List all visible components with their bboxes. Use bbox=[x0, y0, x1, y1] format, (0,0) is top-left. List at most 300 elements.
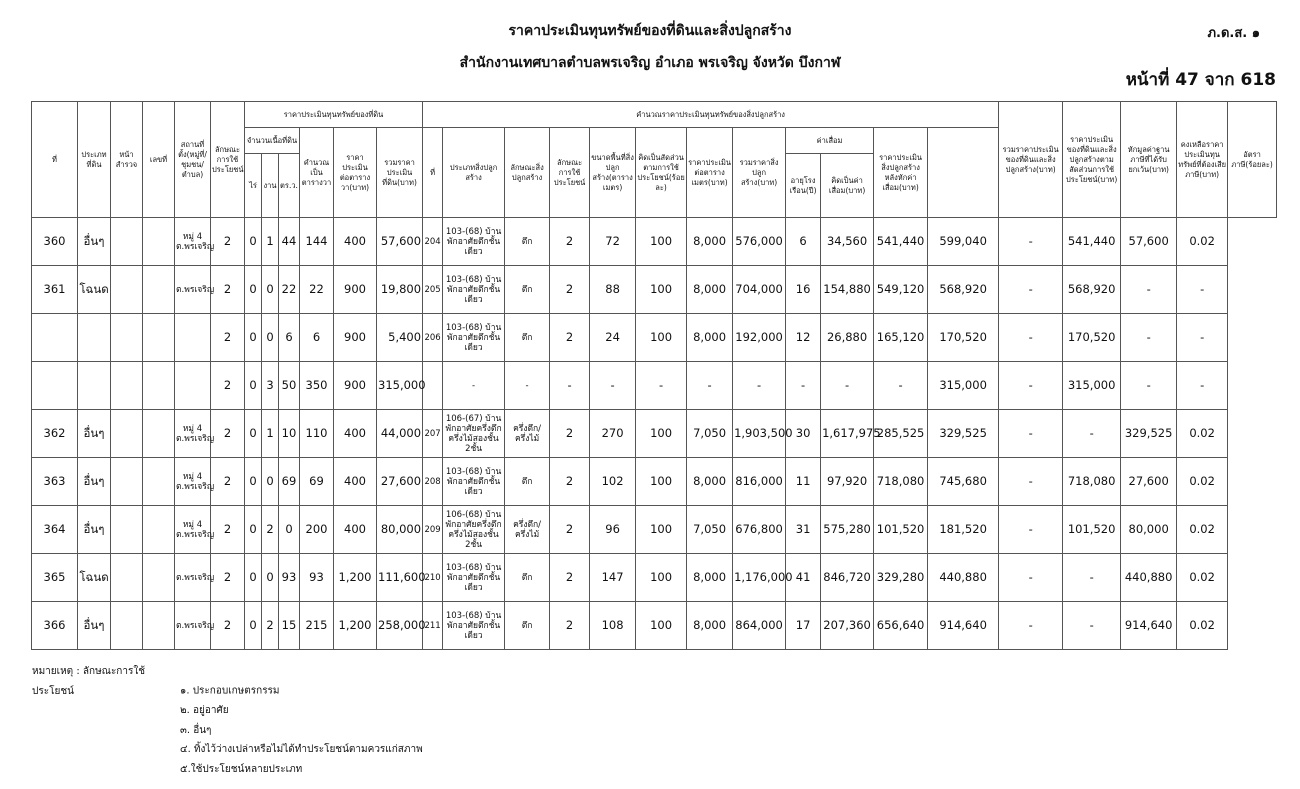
cell-b-nature: ตึก bbox=[505, 314, 550, 362]
cell-b-no: 205 bbox=[423, 266, 443, 314]
cell-exempt: - bbox=[1063, 410, 1121, 458]
group-area: จำนวนเนื้อที่ดิน bbox=[245, 128, 300, 154]
cell-by-usage: - bbox=[999, 266, 1063, 314]
cell-land-total: 5,400 bbox=[377, 314, 423, 362]
cell-b-age: 31 bbox=[786, 506, 821, 554]
cell-b-age: 17 bbox=[786, 602, 821, 650]
cell-grand-total: 329,525 bbox=[928, 410, 999, 458]
cell-wa: 93 bbox=[279, 554, 300, 602]
cell-b-size: - bbox=[590, 362, 636, 410]
cell-survey-page bbox=[111, 506, 143, 554]
cell-b-no: 207 bbox=[423, 410, 443, 458]
cell-land-type bbox=[78, 314, 111, 362]
cell-rai: 0 bbox=[245, 218, 262, 266]
cell-b-after: 718,080 bbox=[874, 458, 928, 506]
col-b-price-sqm: ราคาประเมินต่อตารางเมตร(บาท) bbox=[687, 128, 733, 218]
cell-rai: 0 bbox=[245, 362, 262, 410]
cell-b-usage: 2 bbox=[550, 410, 590, 458]
cell-land-type: โฉนด bbox=[78, 554, 111, 602]
cell-b-usage: 2 bbox=[550, 266, 590, 314]
note-item: ๕.ใช้ประโยชน์หลายประเภท bbox=[180, 763, 303, 775]
cell-usage: 2 bbox=[211, 458, 245, 506]
cell-b-percent: - bbox=[636, 362, 687, 410]
cell-rate: - bbox=[1177, 266, 1228, 314]
cell-b-size: 96 bbox=[590, 506, 636, 554]
cell-location: ต.พรเจริญ bbox=[175, 554, 211, 602]
cell-wa: 44 bbox=[279, 218, 300, 266]
cell-b-type: 103-(68) บ้านพักอาศัยตึกชั้นเดียว bbox=[443, 602, 505, 650]
cell-b-percent: 100 bbox=[636, 266, 687, 314]
cell-b-price: 8,000 bbox=[687, 266, 733, 314]
cell-number bbox=[143, 554, 175, 602]
cell-grand-total: 170,520 bbox=[928, 314, 999, 362]
cell-taxable: - bbox=[1121, 266, 1177, 314]
cell-rate: - bbox=[1177, 362, 1228, 410]
cell-usage: 2 bbox=[211, 602, 245, 650]
col-tax-rate: อัตราภาษี(ร้อยละ) bbox=[1228, 102, 1277, 218]
cell-b-price: - bbox=[687, 362, 733, 410]
note-item: ๓. อื่นๆ bbox=[180, 724, 212, 736]
cell-ngan: 0 bbox=[262, 266, 279, 314]
cell-b-percent: 100 bbox=[636, 506, 687, 554]
cell-ngan: 1 bbox=[262, 218, 279, 266]
cell-b-total: 816,000 bbox=[733, 458, 786, 506]
cell-exempt: 541,440 bbox=[1063, 218, 1121, 266]
table-body bbox=[32, 218, 1277, 650]
cell-taxable: 440,880 bbox=[1121, 554, 1177, 602]
cell-rai: 0 bbox=[245, 458, 262, 506]
cell-taxable: 80,000 bbox=[1121, 506, 1177, 554]
cell-survey-page bbox=[111, 458, 143, 506]
cell-wa: 69 bbox=[279, 458, 300, 506]
cell-usage: 2 bbox=[211, 506, 245, 554]
cell-b-dep: 1,617,975 bbox=[821, 410, 874, 458]
table-row bbox=[32, 458, 1277, 506]
cell-b-usage: 2 bbox=[550, 218, 590, 266]
cell-exempt: - bbox=[1063, 602, 1121, 650]
cell-taxable: 329,525 bbox=[1121, 410, 1177, 458]
cell-wa: 0 bbox=[279, 506, 300, 554]
report-title: ราคาประเมินทุนทรัพย์ของที่ดินและสิ่งปลูกสร้าง bbox=[508, 23, 792, 39]
cell-ngan: 0 bbox=[262, 554, 279, 602]
cell-b-no: 206 bbox=[423, 314, 443, 362]
cell-by-usage: - bbox=[999, 314, 1063, 362]
group-building: คำนวณราคาประเมินทุนทรัพย์ของสิ่งปลูกสร้าง bbox=[423, 102, 999, 128]
cell-b-percent: 100 bbox=[636, 602, 687, 650]
cell-b-dep: 207,360 bbox=[821, 602, 874, 650]
cell-b-age: 41 bbox=[786, 554, 821, 602]
cell-by-usage: - bbox=[999, 602, 1063, 650]
cell-b-no: 210 bbox=[423, 554, 443, 602]
col-b-usage: ลักษณะการใช้ประโยชน์ bbox=[550, 128, 590, 218]
col-survey-page: หน้าสำรวจ bbox=[111, 102, 143, 218]
cell-ngan: 2 bbox=[262, 602, 279, 650]
cell-b-size: 108 bbox=[590, 602, 636, 650]
cell-number bbox=[143, 602, 175, 650]
cell-b-total: 704,000 bbox=[733, 266, 786, 314]
cell-wa: 50 bbox=[279, 362, 300, 410]
notes-label: หมายเหตุ : ลักษณะการใช้ประโยชน์ bbox=[32, 666, 146, 697]
table-row bbox=[32, 554, 1277, 602]
cell-location: หมู่ 4 ต.พรเจริญ bbox=[175, 410, 211, 458]
cell-area: 22 bbox=[300, 266, 334, 314]
col-b-total: รวมราคาสิ่งปลูกสร้าง(บาท) bbox=[733, 128, 786, 218]
cell-land-total: 44,000 bbox=[377, 410, 423, 458]
cell-b-total: 192,000 bbox=[733, 314, 786, 362]
cell-area: 200 bbox=[300, 506, 334, 554]
cell-b-size: 88 bbox=[590, 266, 636, 314]
cell-b-type: 103-(68) บ้านพักอาศัยตึกชั้นเดียว bbox=[443, 314, 505, 362]
table-row bbox=[32, 410, 1277, 458]
cell-no: 362 bbox=[32, 410, 78, 458]
cell-land-type bbox=[78, 362, 111, 410]
cell-b-size: 72 bbox=[590, 218, 636, 266]
cell-price: 400 bbox=[334, 458, 377, 506]
col-land-type: ประเภทที่ดิน bbox=[78, 102, 111, 218]
cell-area: 350 bbox=[300, 362, 334, 410]
cell-b-total: - bbox=[733, 362, 786, 410]
cell-usage: 2 bbox=[211, 554, 245, 602]
cell-no: 361 bbox=[32, 266, 78, 314]
cell-by-usage: - bbox=[999, 362, 1063, 410]
cell-b-nature: ตึก bbox=[505, 266, 550, 314]
cell-rate: 0.02 bbox=[1177, 554, 1228, 602]
cell-b-total: 1,903,500 bbox=[733, 410, 786, 458]
cell-b-total: 1,176,000 bbox=[733, 554, 786, 602]
cell-b-size: 102 bbox=[590, 458, 636, 506]
cell-ngan: 3 bbox=[262, 362, 279, 410]
cell-by-usage: - bbox=[999, 458, 1063, 506]
cell-b-type: 103-(68) บ้านพักอาศัยตึกชั้นเดียว bbox=[443, 266, 505, 314]
cell-price: 400 bbox=[334, 410, 377, 458]
cell-exempt: 170,520 bbox=[1063, 314, 1121, 362]
cell-b-dep: 846,720 bbox=[821, 554, 874, 602]
cell-land-type: อื่นๆ bbox=[78, 506, 111, 554]
cell-area: 215 bbox=[300, 602, 334, 650]
col-ngan: งาน bbox=[262, 154, 279, 218]
col-b-age: อายุโรงเรือน(ปี) bbox=[786, 154, 821, 218]
cell-land-total: 19,800 bbox=[377, 266, 423, 314]
cell-area: 110 bbox=[300, 410, 334, 458]
cell-b-no: 209 bbox=[423, 506, 443, 554]
cell-b-type: 103-(68) บ้านพักอาศัยตึกชั้นเดียว bbox=[443, 458, 505, 506]
cell-by-usage: - bbox=[999, 554, 1063, 602]
cell-grand-total: 745,680 bbox=[928, 458, 999, 506]
table-row bbox=[32, 314, 1277, 362]
cell-rai: 0 bbox=[245, 410, 262, 458]
cell-location bbox=[175, 362, 211, 410]
col-b-type: ประเภทสิ่งปลูกสร้าง bbox=[443, 128, 505, 218]
cell-b-size: 147 bbox=[590, 554, 636, 602]
cell-number bbox=[143, 362, 175, 410]
col-b-after: ราคาประเมินสิ่งปลูกสร้างหลังหักค่าเสื่อม(บาท) bbox=[874, 128, 928, 218]
cell-wa: 6 bbox=[279, 314, 300, 362]
cell-b-age: 6 bbox=[786, 218, 821, 266]
col-b-dep: คิดเป็นค่าเสื่อม(บาท) bbox=[821, 154, 874, 218]
cell-b-price: 8,000 bbox=[687, 314, 733, 362]
cell-b-after: 165,120 bbox=[874, 314, 928, 362]
cell-land-type: อื่นๆ bbox=[78, 602, 111, 650]
cell-b-price: 7,050 bbox=[687, 506, 733, 554]
col-b-percent: คิดเป็นสัดส่วนตามการใช้ประโยชน์(ร้อยละ) bbox=[636, 128, 687, 218]
cell-b-dep: - bbox=[821, 362, 874, 410]
cell-area: 69 bbox=[300, 458, 334, 506]
cell-rate: 0.02 bbox=[1177, 458, 1228, 506]
cell-land-total: 315,000 bbox=[377, 362, 423, 410]
note-item: ๒. อยู่อาศัย bbox=[180, 705, 229, 716]
cell-b-type: 106-(67) บ้านพักอาศัยครึ่งตึกครึ่งไม้สองชั้น 2ชั้น bbox=[443, 410, 505, 458]
cell-location: หมู่ 4 ต.พรเจริญ bbox=[175, 506, 211, 554]
cell-b-age: - bbox=[786, 362, 821, 410]
cell-land-type: อื่นๆ bbox=[78, 218, 111, 266]
cell-price: 400 bbox=[334, 506, 377, 554]
cell-area: 93 bbox=[300, 554, 334, 602]
cell-b-dep: 26,880 bbox=[821, 314, 874, 362]
cell-b-usage: - bbox=[550, 362, 590, 410]
cell-exempt: 315,000 bbox=[1063, 362, 1121, 410]
cell-survey-page bbox=[111, 218, 143, 266]
cell-b-age: 30 bbox=[786, 410, 821, 458]
cell-taxable: 57,600 bbox=[1121, 218, 1177, 266]
note-item: ๔. ทิ้งไว้ว่างเปล่าหรือไม่ได้ทำประโยชน์ตามควรแก่สภาพ bbox=[180, 744, 423, 755]
cell-number bbox=[143, 266, 175, 314]
cell-b-after: 329,280 bbox=[874, 554, 928, 602]
cell-survey-page bbox=[111, 602, 143, 650]
col-price-sqwa: ราคาประเมินต่อตารางวา(บาท) bbox=[334, 128, 377, 218]
cell-b-nature: ตึก bbox=[505, 554, 550, 602]
cell-land-type: อื่นๆ bbox=[78, 458, 111, 506]
cell-b-percent: 100 bbox=[636, 218, 687, 266]
cell-b-total: 576,000 bbox=[733, 218, 786, 266]
cell-survey-page bbox=[111, 410, 143, 458]
cell-survey-page bbox=[111, 554, 143, 602]
cell-land-total: 111,600 bbox=[377, 554, 423, 602]
cell-number bbox=[143, 458, 175, 506]
cell-b-percent: 100 bbox=[636, 314, 687, 362]
cell-rate: 0.02 bbox=[1177, 602, 1228, 650]
cell-number bbox=[143, 410, 175, 458]
cell-ngan: 1 bbox=[262, 410, 279, 458]
cell-price: 900 bbox=[334, 314, 377, 362]
cell-area: 6 bbox=[300, 314, 334, 362]
cell-taxable: 914,640 bbox=[1121, 602, 1177, 650]
cell-price: 1,200 bbox=[334, 602, 377, 650]
assessment-table bbox=[31, 101, 1277, 650]
cell-by-usage: - bbox=[999, 506, 1063, 554]
col-usage: ลักษณะการใช้ประโยชน์ bbox=[211, 102, 245, 218]
table-row bbox=[32, 266, 1277, 314]
cell-grand-total: 181,520 bbox=[928, 506, 999, 554]
cell-usage: 2 bbox=[211, 314, 245, 362]
table-header bbox=[32, 102, 1277, 218]
cell-b-usage: 2 bbox=[550, 314, 590, 362]
table-row bbox=[32, 362, 1277, 410]
table-row bbox=[32, 602, 1277, 650]
cell-grand-total: 440,880 bbox=[928, 554, 999, 602]
cell-b-nature: ตึก bbox=[505, 218, 550, 266]
col-land-total: รวมราคาประเมินที่ดิน(บาท) bbox=[377, 128, 423, 218]
cell-b-type: 106-(68) บ้านพักอาศัยครึ่งตึกครึ่งไม้สองชั้น 2ชั้น bbox=[443, 506, 505, 554]
cell-grand-total: 568,920 bbox=[928, 266, 999, 314]
cell-rate: 0.02 bbox=[1177, 410, 1228, 458]
cell-no: 360 bbox=[32, 218, 78, 266]
cell-b-percent: 100 bbox=[636, 410, 687, 458]
cell-no: 363 bbox=[32, 458, 78, 506]
cell-land-total: 258,000 bbox=[377, 602, 423, 650]
table-row bbox=[32, 506, 1277, 554]
cell-b-usage: 2 bbox=[550, 602, 590, 650]
cell-b-percent: 100 bbox=[636, 458, 687, 506]
cell-land-type: อื่นๆ bbox=[78, 410, 111, 458]
cell-no: 366 bbox=[32, 602, 78, 650]
cell-b-age: 11 bbox=[786, 458, 821, 506]
col-by-usage: ราคาประเมินของที่ดินและสิ่งปลูกสร้างตามสัดส่วนการใช้ประโยชน์(บาท) bbox=[1063, 102, 1121, 218]
table-row bbox=[32, 218, 1277, 266]
cell-rate: - bbox=[1177, 314, 1228, 362]
cell-b-after: - bbox=[874, 362, 928, 410]
cell-b-no: 211 bbox=[423, 602, 443, 650]
col-wa: ตร.ว. bbox=[279, 154, 300, 218]
cell-b-type: 103-(68) บ้านพักอาศัยตึกชั้นเดียว bbox=[443, 218, 505, 266]
cell-b-no: 204 bbox=[423, 218, 443, 266]
cell-b-after: 101,520 bbox=[874, 506, 928, 554]
cell-exempt: - bbox=[1063, 554, 1121, 602]
cell-b-price: 8,000 bbox=[687, 218, 733, 266]
cell-b-age: 12 bbox=[786, 314, 821, 362]
cell-rai: 0 bbox=[245, 506, 262, 554]
cell-b-percent: 100 bbox=[636, 554, 687, 602]
cell-no bbox=[32, 314, 78, 362]
cell-b-usage: 2 bbox=[550, 554, 590, 602]
cell-wa: 22 bbox=[279, 266, 300, 314]
cell-b-after: 656,640 bbox=[874, 602, 928, 650]
cell-land-type: โฉนด bbox=[78, 266, 111, 314]
cell-wa: 15 bbox=[279, 602, 300, 650]
col-number: เลขที่ bbox=[143, 102, 175, 218]
cell-rai: 0 bbox=[245, 266, 262, 314]
group-depreciation: ค่าเสื่อม bbox=[786, 128, 874, 154]
cell-b-nature: ครึ่งตึก/ครึ่งไม้ bbox=[505, 506, 550, 554]
cell-price: 400 bbox=[334, 218, 377, 266]
cell-b-size: 270 bbox=[590, 410, 636, 458]
cell-b-after: 285,525 bbox=[874, 410, 928, 458]
cell-location: ต.พรเจริญ bbox=[175, 266, 211, 314]
cell-b-nature: ตึก bbox=[505, 602, 550, 650]
cell-no: 364 bbox=[32, 506, 78, 554]
cell-rai: 0 bbox=[245, 314, 262, 362]
cell-price: 900 bbox=[334, 266, 377, 314]
col-b-no: ที่ bbox=[423, 128, 443, 218]
cell-rate: 0.02 bbox=[1177, 218, 1228, 266]
cell-b-no: 208 bbox=[423, 458, 443, 506]
col-area-sqwa: คำนวณเป็นตารางวา bbox=[300, 128, 334, 218]
cell-location: หมู่ 4 ต.พรเจริญ bbox=[175, 218, 211, 266]
cell-price: 1,200 bbox=[334, 554, 377, 602]
cell-b-type: - bbox=[443, 362, 505, 410]
cell-survey-page bbox=[111, 266, 143, 314]
cell-exempt: 568,920 bbox=[1063, 266, 1121, 314]
cell-price: 900 bbox=[334, 362, 377, 410]
cell-ngan: 0 bbox=[262, 314, 279, 362]
col-location: สถานที่ตั้ง(หมู่ที่/ชุมชน/ตำบล) bbox=[175, 102, 211, 218]
cell-b-nature: - bbox=[505, 362, 550, 410]
cell-usage: 2 bbox=[211, 362, 245, 410]
cell-b-size: 24 bbox=[590, 314, 636, 362]
note-item: ๑. ประกอบเกษตรกรรม bbox=[180, 685, 280, 697]
cell-number bbox=[143, 314, 175, 362]
cell-area: 144 bbox=[300, 218, 334, 266]
cell-taxable: - bbox=[1121, 314, 1177, 362]
cell-b-dep: 34,560 bbox=[821, 218, 874, 266]
cell-by-usage: - bbox=[999, 410, 1063, 458]
cell-no bbox=[32, 362, 78, 410]
cell-location: หมู่ 4 ต.พรเจริญ bbox=[175, 458, 211, 506]
cell-ngan: 2 bbox=[262, 506, 279, 554]
cell-by-usage: - bbox=[999, 218, 1063, 266]
cell-grand-total: 914,640 bbox=[928, 602, 999, 650]
col-b-nature: ลักษณะสิ่งปลูกสร้าง bbox=[505, 128, 550, 218]
cell-b-total: 676,800 bbox=[733, 506, 786, 554]
cell-usage: 2 bbox=[211, 266, 245, 314]
cell-b-dep: 97,920 bbox=[821, 458, 874, 506]
cell-b-type: 103-(68) บ้านพักอาศัยตึกชั้นเดียว bbox=[443, 554, 505, 602]
cell-b-price: 7,050 bbox=[687, 410, 733, 458]
group-land: ราคาประเมินทุนทรัพย์ของที่ดิน bbox=[245, 102, 423, 128]
col-no: ที่ bbox=[32, 102, 78, 218]
cell-b-price: 8,000 bbox=[687, 602, 733, 650]
cell-b-after: 541,440 bbox=[874, 218, 928, 266]
cell-taxable: - bbox=[1121, 362, 1177, 410]
page-number: หน้าที่ 47 จาก 618 bbox=[1125, 70, 1276, 90]
cell-b-after: 549,120 bbox=[874, 266, 928, 314]
cell-location bbox=[175, 314, 211, 362]
col-rai: ไร่ bbox=[245, 154, 262, 218]
cell-b-price: 8,000 bbox=[687, 554, 733, 602]
cell-rai: 0 bbox=[245, 602, 262, 650]
cell-exempt: 718,080 bbox=[1063, 458, 1121, 506]
cell-land-total: 27,600 bbox=[377, 458, 423, 506]
cell-grand-total: 599,040 bbox=[928, 218, 999, 266]
cell-usage: 2 bbox=[211, 218, 245, 266]
cell-b-age: 16 bbox=[786, 266, 821, 314]
cell-rate: 0.02 bbox=[1177, 506, 1228, 554]
report-subtitle: สำนักงานเทศบาลตำบลพรเจริญ อำเภอ พรเจริญ จังหวัด บึงกาฬ bbox=[459, 55, 841, 71]
col-b-size: ขนาดพื้นที่สิ่งปลูกสร้าง(ตารางเมตร) bbox=[590, 128, 636, 218]
cell-b-dep: 575,280 bbox=[821, 506, 874, 554]
cell-land-total: 57,600 bbox=[377, 218, 423, 266]
cell-land-total: 80,000 bbox=[377, 506, 423, 554]
cell-b-usage: 2 bbox=[550, 506, 590, 554]
cell-exempt: 101,520 bbox=[1063, 506, 1121, 554]
cell-number bbox=[143, 218, 175, 266]
cell-grand-total: 315,000 bbox=[928, 362, 999, 410]
cell-rai: 0 bbox=[245, 554, 262, 602]
cell-wa: 10 bbox=[279, 410, 300, 458]
cell-taxable: 27,600 bbox=[1121, 458, 1177, 506]
cell-b-dep: 154,880 bbox=[821, 266, 874, 314]
notes-section bbox=[32, 662, 423, 779]
cell-b-usage: 2 bbox=[550, 458, 590, 506]
col-taxable: คงเหลือราคาประเมินทุนทรัพย์ที่ต้องเสียภาษี(บาท) bbox=[1177, 102, 1228, 218]
cell-b-no bbox=[423, 362, 443, 410]
cell-usage: 2 bbox=[211, 410, 245, 458]
cell-no: 365 bbox=[32, 554, 78, 602]
col-exempt: หักมูลค่าฐานภาษีที่ได้รับยกเว้น(บาท) bbox=[1121, 102, 1177, 218]
cell-b-nature: ตึก bbox=[505, 458, 550, 506]
cell-location: ต.พรเจริญ bbox=[175, 602, 211, 650]
cell-survey-page bbox=[111, 314, 143, 362]
col-grand-total: รวมราคาประเมินของที่ดินและสิ่งปลูกสร้าง(บาท) bbox=[999, 102, 1063, 218]
